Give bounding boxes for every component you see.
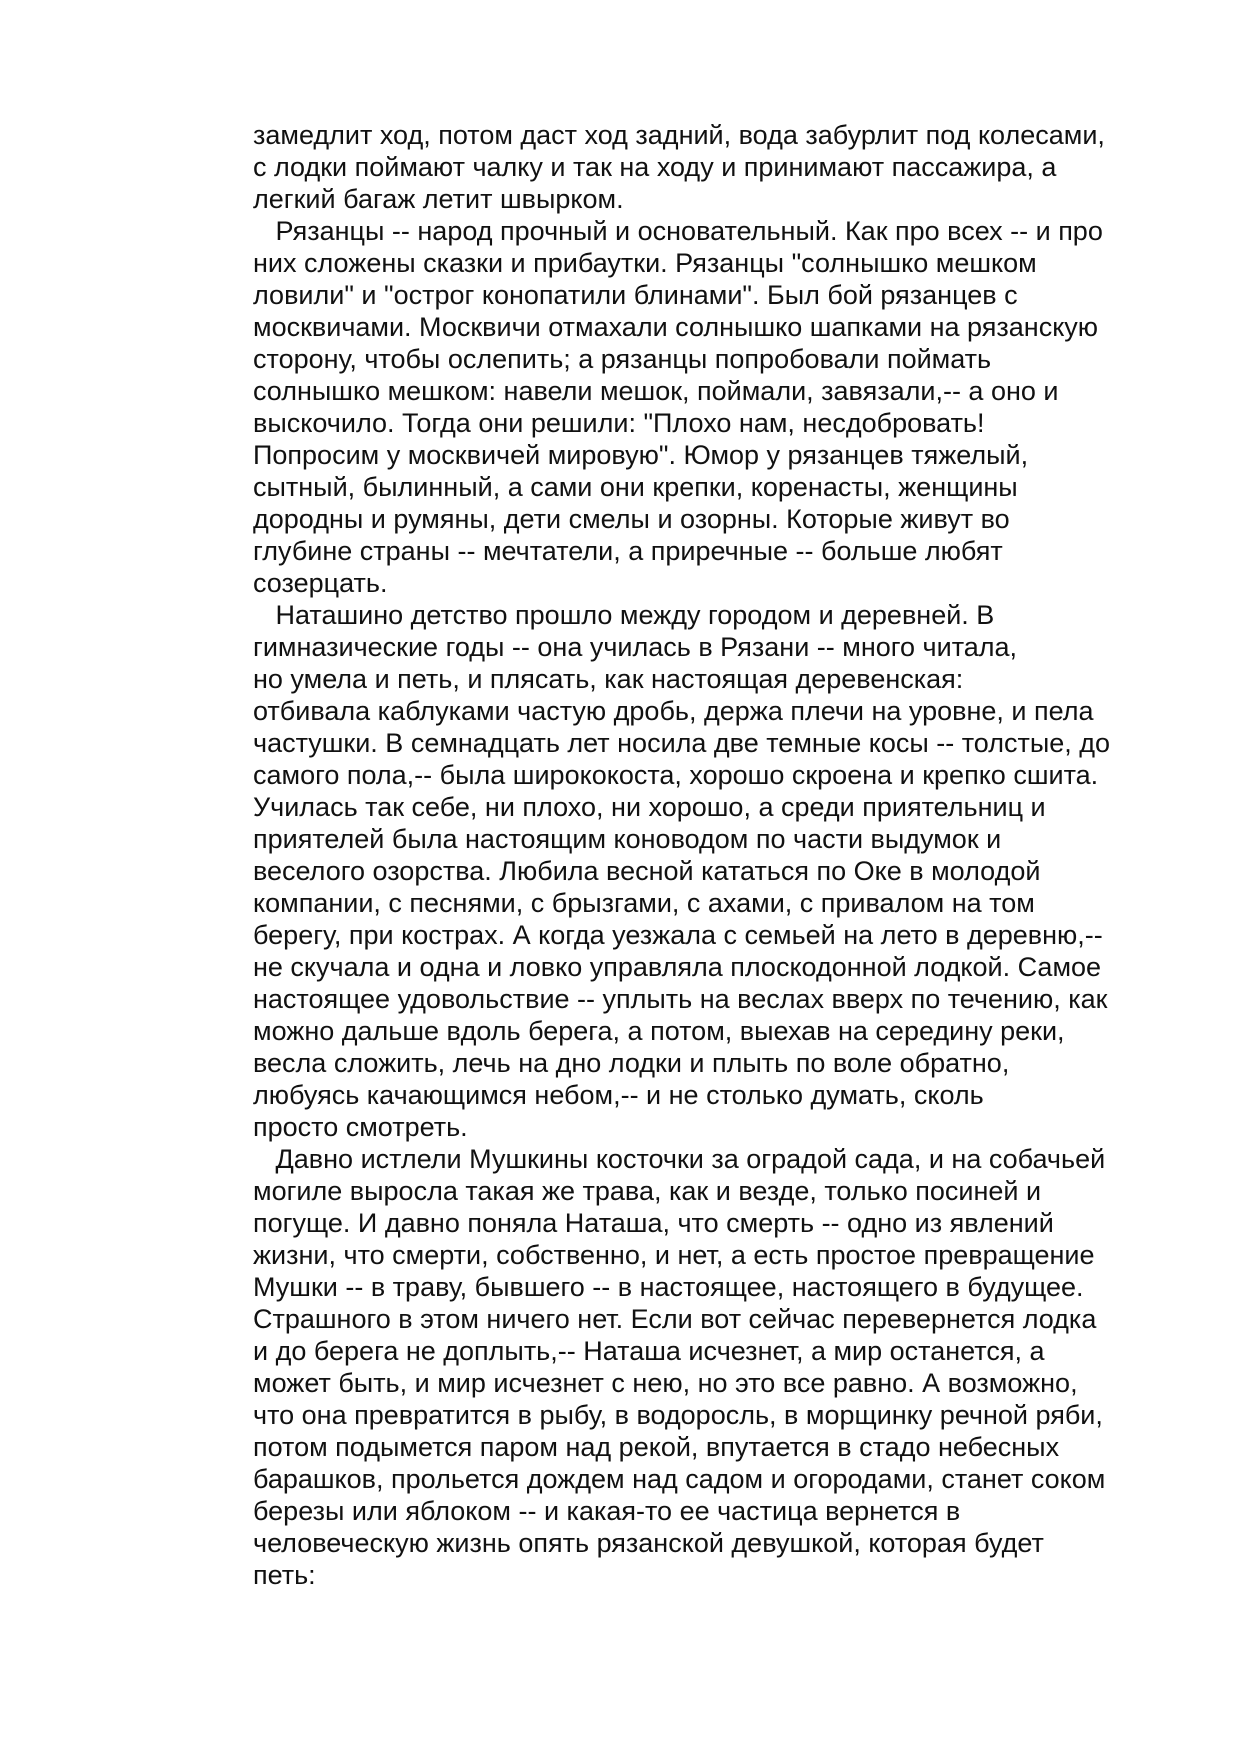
text-line: них сложены сказки и прибаутки. Рязанцы "солнышко мешком: [253, 248, 1037, 278]
text-line: что она превратится в рыбу, в водоросль, в морщинку речной ряби,: [253, 1400, 1103, 1430]
text-line: просто смотреть.: [253, 1112, 468, 1142]
text-line: ловили" и "острог конопатили блинами". Был бой рязанцев с: [253, 280, 1018, 310]
text-line: петь:: [253, 1560, 316, 1590]
text-line: могиле выросла такая же трава, как и везде, только посиней и: [253, 1176, 1042, 1206]
text-line: солнышко мешком: навели мешок, поймали, завязали,-- а оно и: [253, 376, 1059, 406]
text-line: замедлит ход, потом даст ход задний, вода забурлит под колесами,: [253, 120, 1105, 150]
text-line: Попросим у москвичей мировую". Юмор у рязанцев тяжелый,: [253, 440, 1029, 470]
text-line: Рязанцы -- народ прочный и основательный. Как про всех -- и про: [253, 216, 1103, 246]
text-line: созерцать.: [253, 568, 388, 598]
text-line: приятелей была настоящим коноводом по части выдумок и: [253, 824, 1002, 854]
text-line: частушки. В семнадцать лет носила две темные косы -- толстые, до: [253, 728, 1111, 758]
text-line: с лодки поймают чалку и так на ходу и принимают пассажира, а: [253, 152, 1057, 182]
text-line: Мушки -- в траву, бывшего -- в настоящее, настоящего в будущее.: [253, 1272, 1084, 1302]
text-line: погуще. И давно поняла Наташа, что смерть -- одно из явлений: [253, 1208, 1054, 1238]
text-line: глубине страны -- мечтатели, а приречные -- больше любят: [253, 536, 1003, 566]
text-line: дородны и румяны, дети смелы и озорны. Которые живут во: [253, 504, 1010, 534]
text-line: жизни, что смерти, собственно, и нет, а есть простое превращение: [253, 1240, 1095, 1270]
text-line: но умела и петь, и плясать, как настоящая деревенская:: [253, 664, 964, 694]
text-line: берегу, при кострах. А когда уезжала с семьей на лето в деревню,--: [253, 920, 1103, 950]
text-line: весла сложить, лечь на дно лодки и плыть по воле обратно,: [253, 1048, 1010, 1078]
text-line: отбивала каблуками частую дробь, держа плечи на уровне, и пела: [253, 696, 1094, 726]
text-line: компании, с песнями, с брызгами, с ахами, с привалом на том: [253, 888, 1035, 918]
text-line: Страшного в этом ничего нет. Если вот сейчас перевернется лодка: [253, 1304, 1097, 1334]
text-line: москвичами. Москвичи отмахали солнышко шапками на рязанскую: [253, 312, 1099, 342]
text-line: Наташино детство прошло между городом и деревней. В: [253, 600, 995, 630]
text-line: березы или яблоком -- и какая-то ее частица вернется в: [253, 1496, 961, 1526]
text-line: не скучала и одна и ловко управляла плоскодонной лодкой. Самое: [253, 952, 1102, 982]
text-line: может быть, и мир исчезнет с нею, но это все равно. А возможно,: [253, 1368, 1078, 1398]
body-text: [253, 119, 1173, 1591]
text-line: веселого озорства. Любила весной кататься по Оке в молодой: [253, 856, 1041, 886]
text-line: Училась так себе, ни плохо, ни хорошо, а среди приятельниц и: [253, 792, 1046, 822]
text-line: настоящее удовольствие -- уплыть на веслах вверх по течению, как: [253, 984, 1108, 1014]
text-line: человеческую жизнь опять рязанской девушкой, которая будет: [253, 1528, 1044, 1558]
text-line: можно дальше вдоль берега, а потом, выехав на середину реки,: [253, 1016, 1065, 1046]
text-line: легкий багаж летит швырком.: [253, 184, 624, 214]
text-line: барашков, прольется дождем над садом и огородами, станет соком: [253, 1464, 1106, 1494]
text-line: потом подымется паром над рекой, впутается в стадо небесных: [253, 1432, 1060, 1462]
text-line: выскочило. Тогда они решили: "Плохо нам, несдобровать!: [253, 408, 985, 438]
text-line: сытный, былинный, а сами они крепки, коренасты, женщины: [253, 472, 1018, 502]
text-line: Давно истлели Мушкины косточки за оградой сада, и на собачьей: [253, 1144, 1106, 1174]
text-line: и до берега не доплыть,-- Наташа исчезнет, а мир останется, а: [253, 1336, 1045, 1366]
text-line: гимназические годы -- она училась в Рязани -- много читала,: [253, 632, 1018, 662]
text-line: сторону, чтобы ослепить; а рязанцы попробовали поймать: [253, 344, 992, 374]
text-line: самого пола,-- была ширококоста, хорошо скроена и крепко сшита.: [253, 760, 1099, 790]
text-line: любуясь качающимся небом,-- и не столько думать, сколь: [253, 1080, 984, 1110]
